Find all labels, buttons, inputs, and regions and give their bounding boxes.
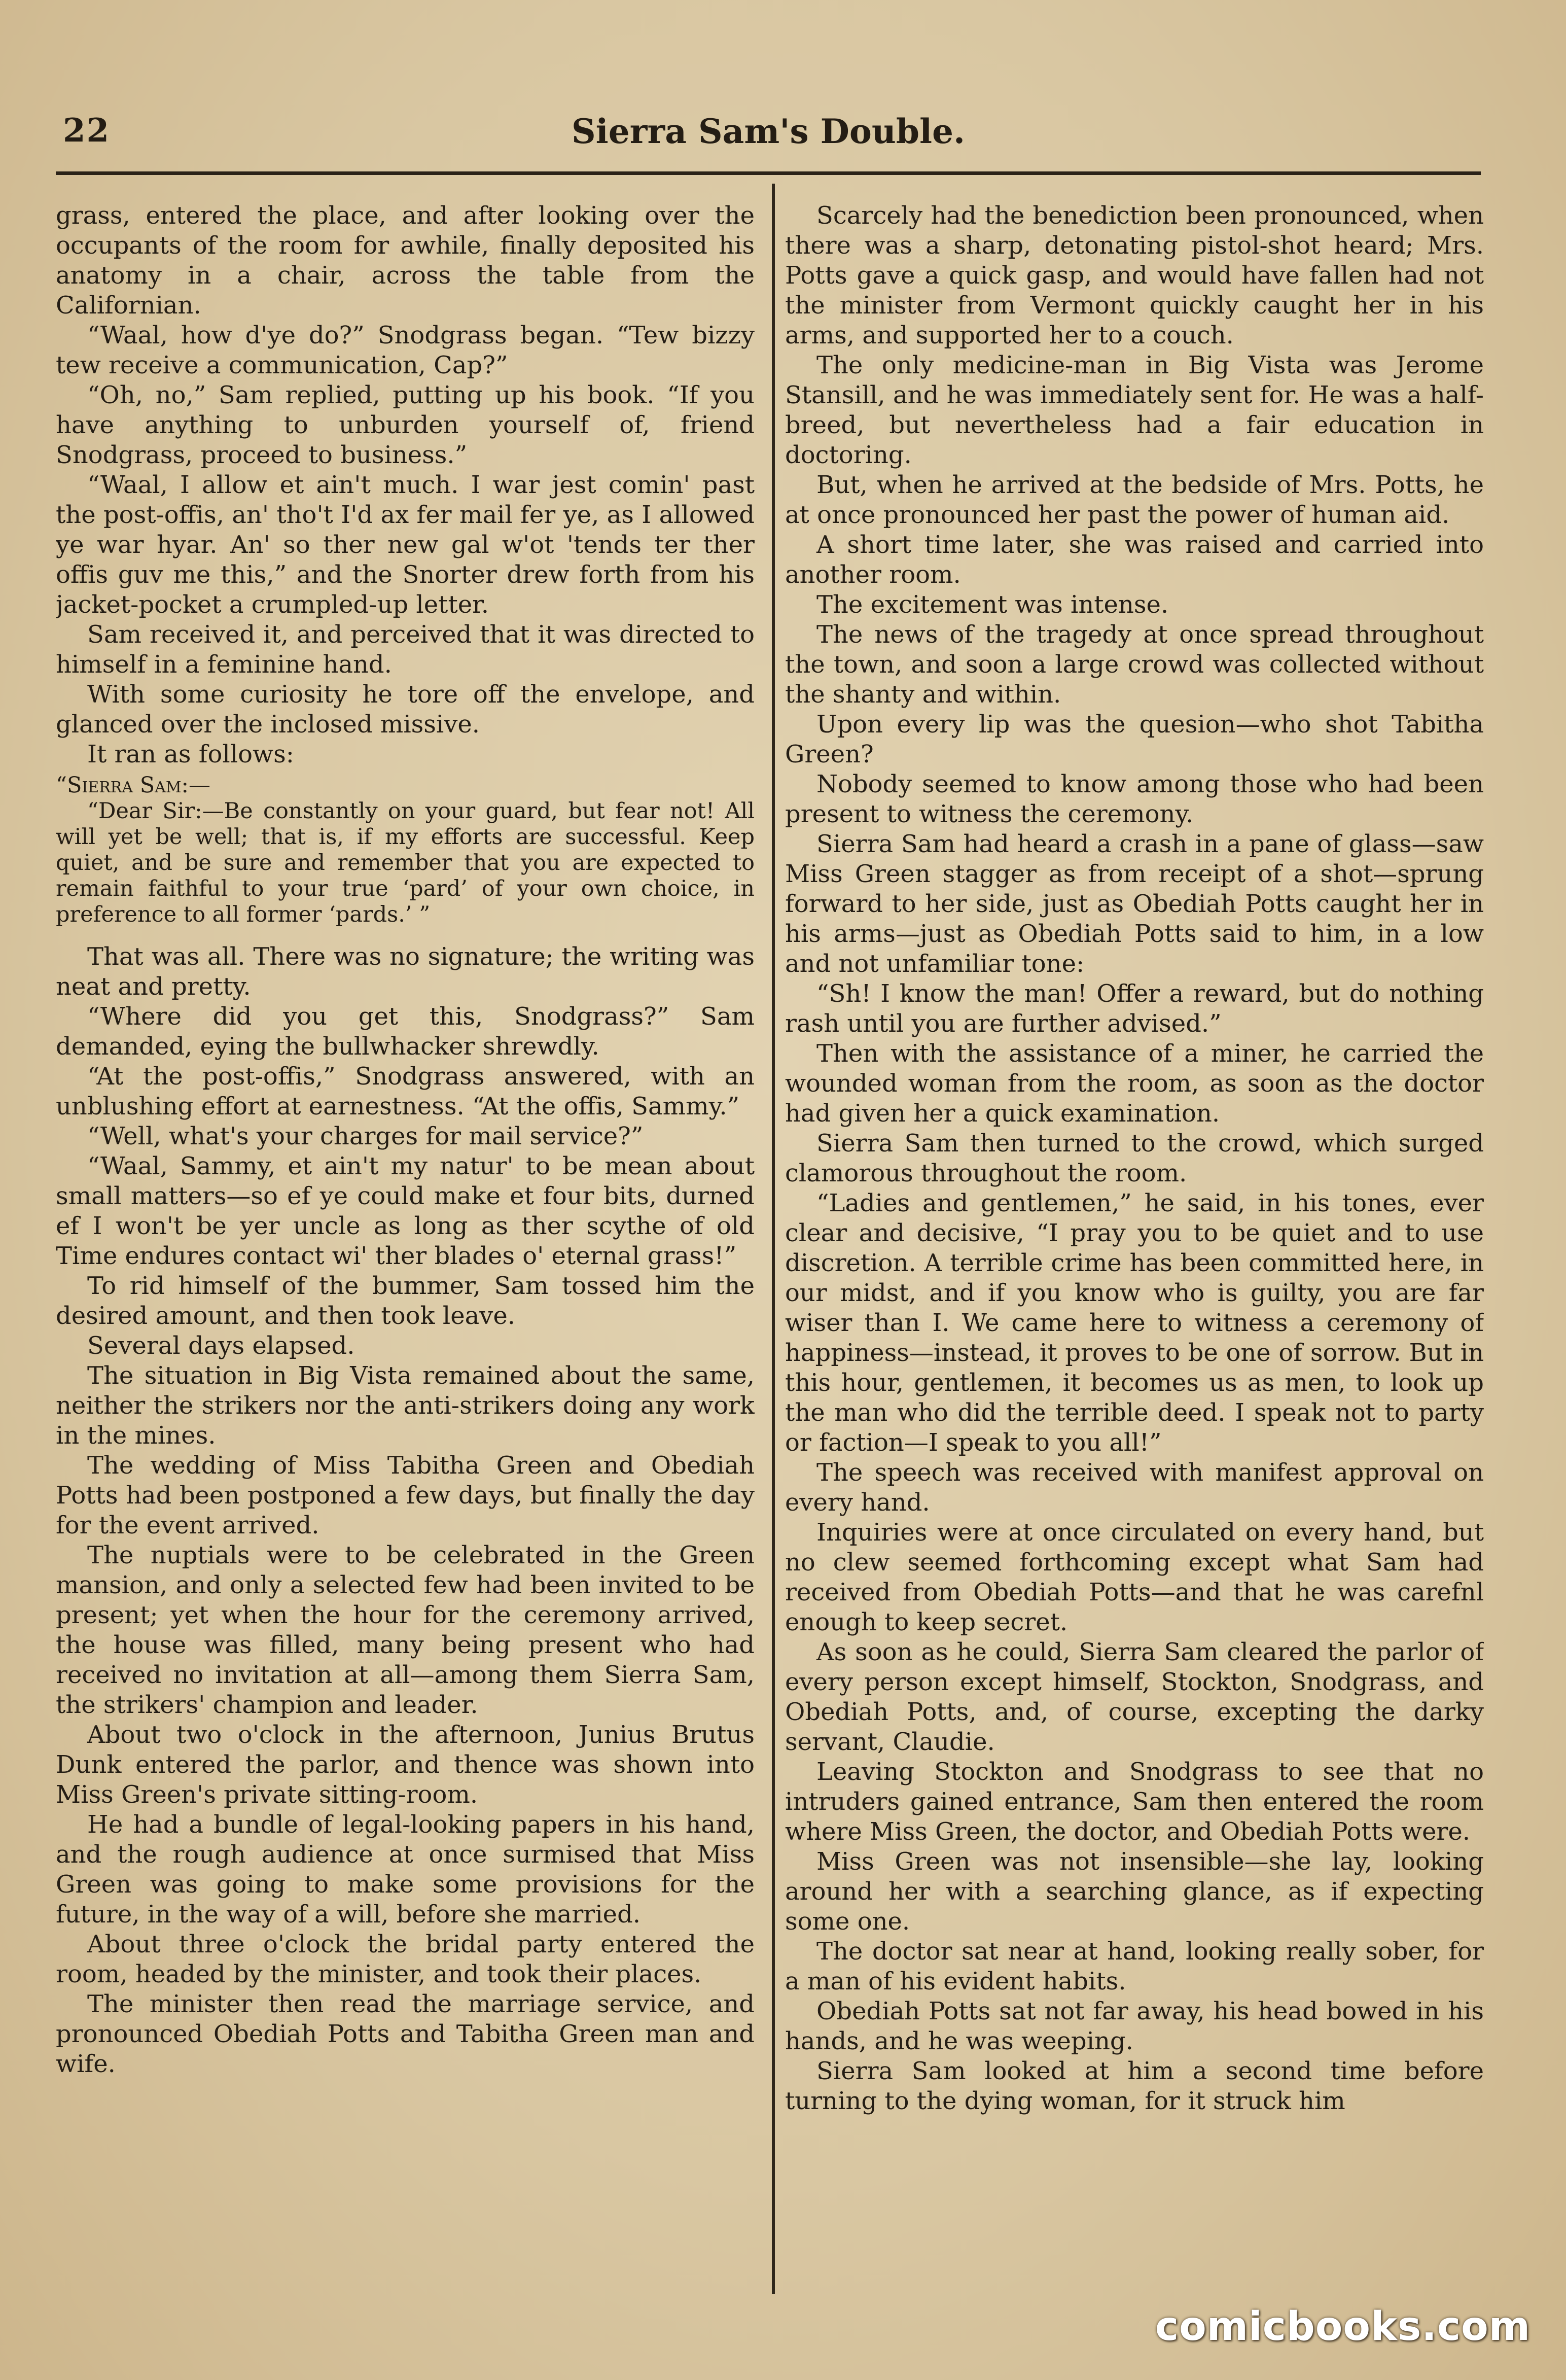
paragraph: Sierra Sam looked at him a second time before turning to the dying woman, for it struck him [785,2057,1484,2115]
paragraph: It ran as follows: [87,740,294,768]
paragraph: About three o'clock the bridal party entered the room, headed by the minister, and took their places. [56,1930,755,1988]
paragraph: “Sh! I know the man! Offer a reward, but do nothing rash until you are further advised.” [785,979,1484,1038]
paragraph: “Ladies and gentlemen,” he said, in his tones, ever clear and decisive, “I pray you to be quiet and to use discretion. A terrible crime has been committed here, in our midst, and if you know who is guilty, you are far wiser than I. We came here to witness a ceremony of happiness—instead, it proves to be one of sorrow. But in this hour, gentlemen, it becomes us as men, to look up the man who did the terrible deed. I speak not to party or faction—I speak to you all!” [785,1189,1484,1457]
paragraph: Nobody seemed to know among those who had been present to witness the ceremony. [785,770,1484,828]
page-number: 22 [63,112,111,150]
paragraph: “Waal, Sammy, et ain't my natur' to be mean about small matters—so ef ye could make et four bits, durned ef I won't be yer uncle as long as ther scythe of old Time endures contact wi' ther blades o' eternal grass!” [56,1152,755,1270]
paragraph: With some curiosity he tore off the envelope, and glanced over the inclosed missive. [56,680,755,739]
running-title: Sierra Sam's Double. [571,112,966,151]
paragraph: Sierra Sam then turned to the crowd, which surged clamorous throughout the room. [785,1129,1484,1187]
paragraph: grass, entered the place, and after looking over the occupants of the room for awhile, finally deposited his anatomy in a chair, across the table from the Californian. [56,201,755,320]
paragraph: As soon as he could, Sierra Sam cleared the parlor of every person except himself, Stockton, Snodgrass, and Obediah Potts, and, of course, excepting the darky servant, Claudie. [785,1638,1484,1756]
paragraph: Sam received it, and perceived that it was directed to himself in a feminine hand. [56,620,755,679]
paragraph: Obediah Potts sat not far away, his head bowed in his hands, and he was weeping. [785,1997,1484,2055]
header-rule [56,171,1481,175]
watermark: comicbooks.com [1155,2304,1531,2350]
paragraph: Inquiries were at once circulated on every hand, but no clew seemed forthcoming except what Sam had received from Obediah Potts—and that he was carefnl enough to keep secret. [785,1518,1484,1636]
paragraph: “Waal, how d'ye do?” Snodgrass began. “Tew bizzy tew receive a communication, Cap?” [56,321,755,379]
paragraph: The wedding of Miss Tabitha Green and Obediah Potts had been postponed a few days, but finally the day for the event arrived. [56,1451,755,1539]
paragraph: Leaving Stockton and Snodgrass to see that no intruders gained entrance, Sam then entered the room where Miss Green, the doctor, and Obediah Potts were. [785,1758,1484,1846]
paragraph: “Where did you get this, Snodgrass?” Sam demanded, eying the bullwhacker shrewdly. [56,1002,755,1061]
paragraph: About two o'clock in the afternoon, Junius Brutus Dunk entered the parlor, and thence was shown into Miss Green's private sitting-room. [56,1721,755,1809]
paragraph: Upon every lip was the quesion—who shot Tabitha Green? [785,710,1484,768]
paragraph: Then with the assistance of a miner, he carried the wounded woman from the room, as soon as the doctor had given her a quick examination. [785,1039,1484,1128]
paragraph: The nuptials were to be celebrated in the Green mansion, and only a selected few had been invited to be present; yet when the hour for the ceremony arrived, the house was filled, many being present who had received no invitation at all—among them Sierra Sam, the strikers' champion and leader. [56,1541,755,1719]
paragraph: But, when he arrived at the bedside of Mrs. Potts, he at once pronounced her past the power of human aid. [785,471,1484,529]
paragraph: To rid himself of the bummer, Sam tossed him the desired amount, and then took leave. [56,1272,755,1330]
paragraph: A short time later, she was raised and carried into another room. [785,531,1484,589]
letter-body: “Dear Sir:—Be constantly on your guard, but fear not! All will yet be well; that is, if my efforts are successful. Keep quiet, and be sure and remember that you are expected to remain faithful to your true ‘pard’ of your own choice, in preference to all former ‘pards.’ ” [56,798,755,927]
paragraph: “Well, what's your charges for mail service?” [87,1122,644,1150]
paragraph: Scarcely had the benediction been pronounced, when there was a sharp, detonating pistol-shot heard; Mrs. Potts gave a quick gasp, and would have fallen had not the minister from Vermont quickly caught her in his arms, and supported her to a couch. [785,201,1484,349]
paragraph: The news of the tragedy at once spread throughout the town, and soon a large crowd was collected without the shanty and within. [785,620,1484,709]
paragraph: The only medicine-man in Big Vista was Jerome Stansill, and he was immediately sent for. He was a half-breed, but nevertheless had a fair education in doctoring. [785,351,1484,469]
paragraph: That was all. There was no signature; the writing was neat and pretty. [56,942,755,1001]
paragraph: Sierra Sam had heard a crash in a pane of glass—saw Miss Green stagger as from receipt of a shot—sprung forward to her side, just as Obediah Potts caught her in his arms—just as Obediah Potts said to him, in a low and not unfamiliar tone: [785,830,1484,978]
running-header [56,101,1481,157]
paragraph: “Waal, I allow et ain't much. I war jest comin' past the post-offis, an' tho't I'd ax fer mail fer ye, as I allowed ye war hyar. An' so ther new gal w'ot 'tends ter ther offis guv me this,” and the Snorter drew forth from his jacket-pocket a crumpled-up letter. [56,471,755,619]
paragraph: “Oh, no,” Sam replied, putting up his book. “If you have anything to unburden yourself of, friend Snodgrass, proceed to business.” [56,381,755,469]
letter-salutation: “Sierra Sam:— [56,773,211,798]
paragraph: The excitement was intense. [816,590,1169,619]
paragraph: “At the post-offis,” Snodgrass answered, with an unblushing effort at earnestness. “At the offis, Sammy.” [56,1062,755,1121]
paragraph: Miss Green was not insensible—she lay, looking around her with a searching glance, as if expecting some one. [785,1847,1484,1936]
paragraph: The doctor sat near at hand, looking really sober, for a man of his evident habits. [785,1937,1484,1996]
paragraph: The minister then read the marriage service, and pronounced Obediah Potts and Tabitha Green man and wife. [56,1990,755,2078]
paragraph: The situation in Big Vista remained about the same, neither the strikers nor the anti-strikers doing any work in the mines. [56,1361,755,1450]
quoted-letter [56,773,755,928]
paragraph: Several days elapsed. [87,1332,355,1360]
paragraph: He had a bundle of legal-looking papers in his hand, and the rough audience at once surmised that Miss Green was going to make some provisions for the future, in the way of a will, before she married. [56,1810,755,1929]
left-column [56,201,755,2301]
right-column [785,201,1484,2301]
column-divider [772,184,775,2294]
paragraph: The speech was received with manifest approval on every hand. [785,1458,1484,1517]
